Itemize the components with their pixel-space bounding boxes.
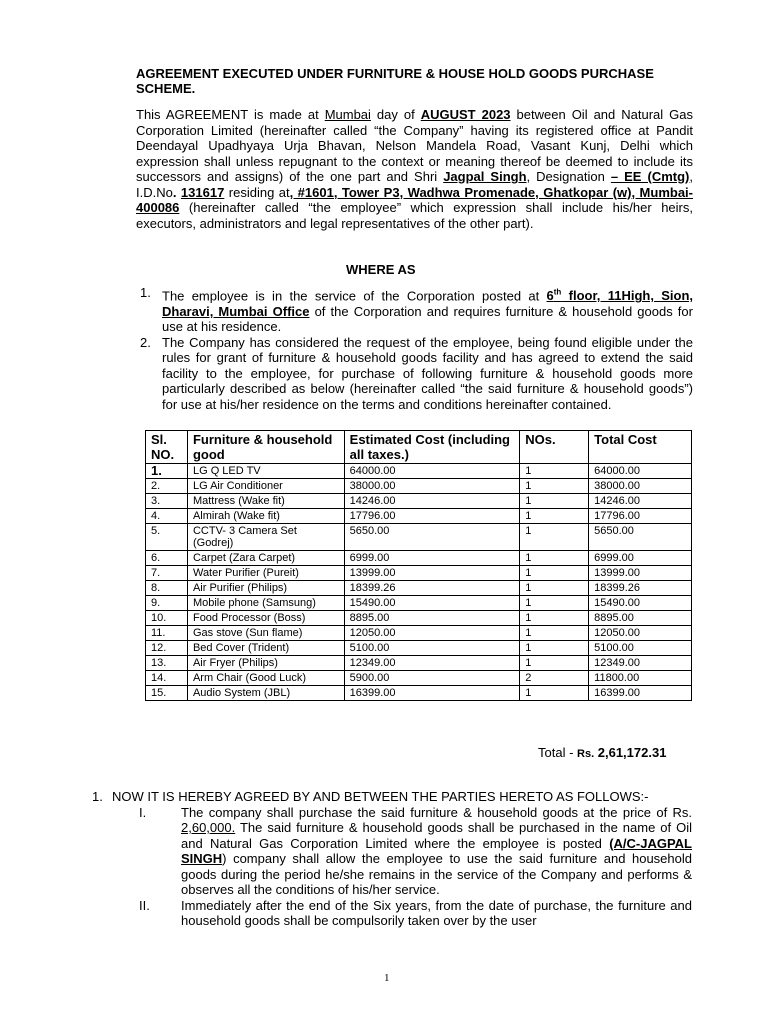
page-number: 1 [384, 972, 390, 984]
term-text: Immediately after the end of the Six years, from the date of purchase, the furniture and household goods shall be compulsorily taken over by the user [181, 897, 692, 928]
cell-item: Arm Chair (Good Luck) [187, 671, 344, 686]
designation: – EE (Cmtg) [610, 169, 690, 184]
recital-1 [136, 285, 693, 335]
account-name: (A/C-JAGPAL SINGH [181, 835, 692, 866]
terms-number: 1. [92, 789, 103, 804]
cell-estimated-cost: 6999.00 [344, 551, 520, 566]
cell-total-cost: 16399.00 [589, 686, 692, 701]
cell-nos: 2 [520, 671, 589, 686]
cell-total-cost: 64000.00 [589, 464, 692, 479]
table-row [146, 566, 692, 581]
cell-sl-no: 15. [146, 686, 188, 701]
table-row [146, 611, 692, 626]
cell-sl-no: 10. [146, 611, 188, 626]
cell-item: CCTV- 3 Camera Set (Godrej) [187, 524, 344, 551]
cell-total-cost: 17796.00 [589, 509, 692, 524]
recital-text [162, 285, 693, 335]
goods-table [145, 430, 692, 701]
table-row [146, 671, 692, 686]
term-text-part: ) company shall allow the employee to use the said furniture and household goods during the period he/she remains in the service of the Company and performs & observes all the conditions of his/her service. [181, 851, 692, 897]
term-number: I. [139, 804, 147, 820]
cell-total-cost: 13999.00 [589, 566, 692, 581]
terms-heading-text [110, 789, 692, 805]
table-row [146, 479, 692, 494]
cell-estimated-cost: 5650.00 [344, 524, 520, 551]
total-label: Total - [538, 745, 578, 760]
col-header-nos: NOs. [520, 431, 589, 464]
term-text-part: The company shall purchase the said furniture & household goods at the price of Rs. [181, 804, 692, 820]
cell-item: LG Air Conditioner [187, 479, 344, 494]
intro-text: residing at [224, 184, 290, 200]
where-as-heading: WHERE AS [346, 262, 416, 277]
table-row [146, 524, 692, 551]
cell-total-cost: 15490.00 [589, 596, 692, 611]
cell-estimated-cost: 15490.00 [344, 596, 520, 611]
cell-sl-no: 4. [146, 509, 188, 524]
cell-estimated-cost: 17796.00 [344, 509, 520, 524]
intro-text: (hereinafter called “the employee” which expression shall include his/her heirs, executors, administrators and legal representatives of the other part). [136, 200, 693, 231]
recital-2 [136, 335, 693, 413]
employee-address: , #1601, Tower P3, Wadhwa Promenade, Ghatkopar (w), Mumbai-400086 [136, 184, 693, 215]
total-amount: 2,61,172.31 [594, 745, 667, 760]
cell-item: Bed Cover (Trident) [187, 641, 344, 656]
employee-name: Jagpal Singh [443, 169, 527, 184]
intro-text: between Oil and Natural Gas Corporation Limited (hereinafter called “the Company” having its registered office at Pandit Deendayal Upadhyaya Urja Bhavan, Nelson Mandela Road, Vasant Kunj, Delhi which expression shall unless repugnant to the context or meaning thereof be deemed to include its successors and assigns) of the one part and Shri [136, 107, 694, 184]
recitals [136, 285, 693, 412]
cell-sl-no: 2. [146, 479, 188, 494]
cell-nos: 1 [520, 656, 589, 671]
cell-item: Air Fryer (Philips) [187, 656, 344, 671]
table-row [146, 596, 692, 611]
cell-estimated-cost: 12349.00 [344, 656, 520, 671]
cell-sl-no: 11. [146, 626, 188, 641]
location-suffix: th [553, 288, 562, 297]
intro-text: , I.D.No [136, 169, 694, 200]
cell-nos: 1 [520, 626, 589, 641]
cell-estimated-cost: 5900.00 [344, 671, 520, 686]
term-number-wrap [92, 898, 181, 929]
cell-nos: 1 [520, 509, 589, 524]
cell-sl-no: 1. [146, 464, 188, 479]
cell-sl-no: 5. [146, 524, 188, 551]
cell-item: Mattress (Wake fit) [187, 494, 344, 509]
cell-nos: 1 [520, 479, 589, 494]
terms-heading [92, 789, 692, 805]
cell-nos: 1 [520, 524, 589, 551]
cell-total-cost: 12050.00 [589, 626, 692, 641]
cell-total-cost: 12349.00 [589, 656, 692, 671]
cell-sl-no: 14. [146, 671, 188, 686]
cell-item: Mobile phone (Samsung) [187, 596, 344, 611]
cell-sl-no: 12. [146, 641, 188, 656]
cell-estimated-cost: 38000.00 [344, 479, 520, 494]
cell-item: LG Q LED TV [187, 464, 344, 479]
col-header-item: Furniture & household good [187, 431, 344, 464]
cell-sl-no: 6. [146, 551, 188, 566]
currency: Rs. [577, 748, 595, 760]
cell-estimated-cost: 8895.00 [344, 611, 520, 626]
intro-text: . [172, 184, 181, 200]
cell-nos: 1 [520, 641, 589, 656]
cell-nos: 1 [520, 686, 589, 701]
cell-total-cost: 11800.00 [589, 671, 692, 686]
table-row [146, 509, 692, 524]
cell-total-cost: 5650.00 [589, 524, 692, 551]
table-row [146, 464, 692, 479]
cell-nos: 1 [520, 566, 589, 581]
purchase-price: 2,60,000. [181, 820, 236, 835]
col-header-sl-no: Sl. NO. [146, 431, 188, 464]
table-row [146, 494, 692, 509]
col-header-total-cost: Total Cost [589, 431, 692, 464]
cell-sl-no: 3. [146, 494, 188, 509]
agreement-terms [92, 789, 692, 929]
recital-number: 2. [140, 334, 151, 350]
employee-id: 131617 [180, 184, 225, 200]
cell-total-cost: 6999.00 [589, 551, 692, 566]
location-part: 6 [546, 288, 554, 304]
cell-item: Carpet (Zara Carpet) [187, 551, 344, 566]
cell-estimated-cost: 5100.00 [344, 641, 520, 656]
agreement-title: AGREEMENT EXECUTED UNDER FURNITURE & HOUSE HOLD GOODS PURCHASE SCHEME. [136, 66, 654, 96]
intro-paragraph [136, 107, 693, 231]
term-number: II. [139, 897, 150, 913]
recital-text-part: The employee is in the service of the Corporation posted at [162, 288, 547, 304]
cell-item: Food Processor (Boss) [187, 611, 344, 626]
table-body [146, 464, 692, 701]
cell-estimated-cost: 16399.00 [344, 686, 520, 701]
cell-estimated-cost: 18399.26 [344, 581, 520, 596]
grand-total [538, 745, 666, 760]
intro-text: , Designation [526, 169, 611, 184]
intro-text: This AGREEMENT is made at [136, 107, 325, 122]
recital-text-part: of the Corporation and requires furniture & household goods for use at his residence. [162, 303, 693, 335]
cell-total-cost: 5100.00 [589, 641, 692, 656]
table-header-row [146, 431, 692, 464]
cell-total-cost: 14246.00 [589, 494, 692, 509]
cell-sl-no: 13. [146, 656, 188, 671]
cell-item: Audio System (JBL) [187, 686, 344, 701]
location-part: floor, 11High, Sion, Dharavi, Mumbai Office [162, 288, 694, 319]
term-ii [92, 898, 692, 929]
cell-total-cost: 38000.00 [589, 479, 692, 494]
cell-sl-no: 7. [146, 566, 188, 581]
table-row [146, 656, 692, 671]
cell-nos: 1 [520, 596, 589, 611]
term-i [92, 805, 692, 898]
cell-estimated-cost: 64000.00 [344, 464, 520, 479]
cell-total-cost: 8895.00 [589, 611, 692, 626]
cell-item: Gas stove (Sun flame) [187, 626, 344, 641]
table-row [146, 551, 692, 566]
cell-total-cost: 18399.26 [589, 581, 692, 596]
cell-nos: 1 [520, 551, 589, 566]
cell-item: Almirah (Wake fit) [187, 509, 344, 524]
cell-sl-no: 9. [146, 596, 188, 611]
table-row [146, 581, 692, 596]
place: Mumbai [324, 107, 371, 122]
term-number-wrap [92, 805, 181, 898]
agreement-month: AUGUST 2023 [420, 107, 511, 122]
cell-sl-no: 8. [146, 581, 188, 596]
cell-nos: 1 [520, 581, 589, 596]
table-row [146, 626, 692, 641]
cell-item: Water Purifier (Pureit) [187, 566, 344, 581]
intro-text: day of [370, 107, 421, 122]
cell-item: Air Purifier (Philips) [187, 581, 344, 596]
cell-nos: 1 [520, 494, 589, 509]
table-row [146, 686, 692, 701]
cell-estimated-cost: 12050.00 [344, 626, 520, 641]
cell-nos: 1 [520, 611, 589, 626]
cell-nos: 1 [520, 464, 589, 479]
table-row [146, 641, 692, 656]
term-text-part: The said furniture & household goods shall be purchased in the name of Oil and Natural Gas Corporation Limited where the employee is posted [181, 820, 692, 851]
cell-estimated-cost: 14246.00 [344, 494, 520, 509]
terms-heading-label: NOW IT IS HEREBY AGREED BY AND BETWEEN THE PARTIES HERETO AS FOLLOWS:- [112, 789, 649, 804]
cell-estimated-cost: 13999.00 [344, 566, 520, 581]
term-text [181, 805, 692, 898]
recital-text: The Company has considered the request of the employee, being found eligible under the rules for grant of furniture & household goods facility and has agreed to extend the said facility to the employee, for purchase of following furniture & household goods more particularly described as below (hereinafter called “the said furniture & household goods”) for use at his/her residence on the terms and conditions hereinafter contained. [162, 334, 693, 412]
col-header-estimated-cost: Estimated Cost (including all taxes.) [344, 431, 520, 464]
recital-number: 1. [140, 285, 151, 300]
